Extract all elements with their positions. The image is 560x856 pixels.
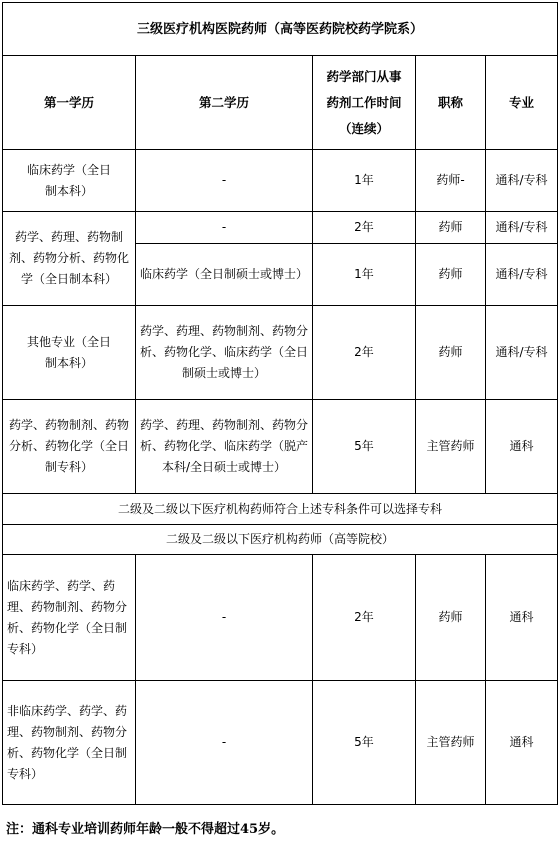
cell-major: 通科/专科 bbox=[486, 150, 558, 212]
cell-major: 通科 bbox=[486, 681, 558, 805]
cell-major: 通科/专科 bbox=[486, 306, 558, 400]
header-second-degree: 第二学历 bbox=[136, 56, 313, 150]
cell-work-time: 5年 bbox=[313, 400, 416, 494]
cell-first-degree: 非临床药学、药学、药理、药物制剂、药物分析、药物化学（全日制专科） bbox=[3, 681, 136, 805]
cell-work-time: 2年 bbox=[313, 212, 416, 244]
header-work-time: 药学部门从事药剂工作时间（连续） bbox=[313, 56, 416, 150]
cell-major: 通科/专科 bbox=[486, 212, 558, 244]
cell-second-degree: 临床药学（全日制硕士或博士） bbox=[136, 244, 313, 306]
table-title: 三级医疗机构医院药师（高等医药院校药学院系） bbox=[3, 3, 558, 56]
cell-title-rank: 药师 bbox=[416, 306, 486, 400]
cell-title-rank: 药师 bbox=[416, 244, 486, 306]
table-row bbox=[3, 212, 558, 244]
cell-title-rank: 药师- bbox=[416, 150, 486, 212]
cell-major: 通科 bbox=[486, 400, 558, 494]
cell-second-degree: 药学、药理、药物制剂、药物分析、药物化学、临床药学（脱产本科/全日硕士或博士） bbox=[136, 400, 313, 494]
cell-first-degree: 临床药学、药学、药理、药物制剂、药物分析、药物化学（全日制专科） bbox=[3, 555, 136, 681]
cell-first-degree: 临床药学（全日制本科） bbox=[3, 150, 136, 212]
section-note-row: 二级及二级以下医疗机构药师符合上述专科条件可以选择专科 bbox=[3, 494, 558, 525]
cell-work-time: 5年 bbox=[313, 681, 416, 805]
table-row bbox=[3, 150, 558, 212]
cell-second-degree: 药学、药理、药物制剂、药物分析、药物化学、临床药学（全日制硕士或博士） bbox=[136, 306, 313, 400]
cell-first-degree: 药学、药理、药物制剂、药物分析、药物化学（全日制本科） bbox=[3, 212, 136, 306]
cell-work-time: 2年 bbox=[313, 306, 416, 400]
cell-second-degree: - bbox=[136, 150, 313, 212]
cell-first-degree: 药学、药物制剂、药物分析、药物化学（全日制专科） bbox=[3, 400, 136, 494]
table-row bbox=[3, 400, 558, 494]
cell-work-time: 1年 bbox=[313, 244, 416, 306]
cell-second-degree: - bbox=[136, 681, 313, 805]
cell-title-rank: 药师 bbox=[416, 555, 486, 681]
cell-major: 通科 bbox=[486, 555, 558, 681]
cell-title-rank: 主管药师 bbox=[416, 681, 486, 805]
cell-major: 通科/专科 bbox=[486, 244, 558, 306]
table-row bbox=[3, 555, 558, 681]
cell-work-time: 2年 bbox=[313, 555, 416, 681]
cell-title-rank: 药师 bbox=[416, 212, 486, 244]
cell-second-degree: - bbox=[136, 555, 313, 681]
cell-first-degree: 其他专业（全日制本科） bbox=[3, 306, 136, 400]
header-first-degree: 第一学历 bbox=[3, 56, 136, 150]
table-row bbox=[3, 681, 558, 805]
cell-work-time: 1年 bbox=[313, 150, 416, 212]
footnote: 注：通科专业培训药师年龄一般不得超过45岁。 bbox=[6, 822, 285, 837]
cell-second-degree: - bbox=[136, 212, 313, 244]
header-major: 专业 bbox=[486, 56, 558, 150]
cell-title-rank: 主管药师 bbox=[416, 400, 486, 494]
header-title-rank: 职称 bbox=[416, 56, 486, 150]
qualification-table bbox=[2, 2, 558, 805]
table-row bbox=[3, 306, 558, 400]
section-header-row: 二级及二级以下医疗机构药师（高等院校） bbox=[3, 525, 558, 555]
